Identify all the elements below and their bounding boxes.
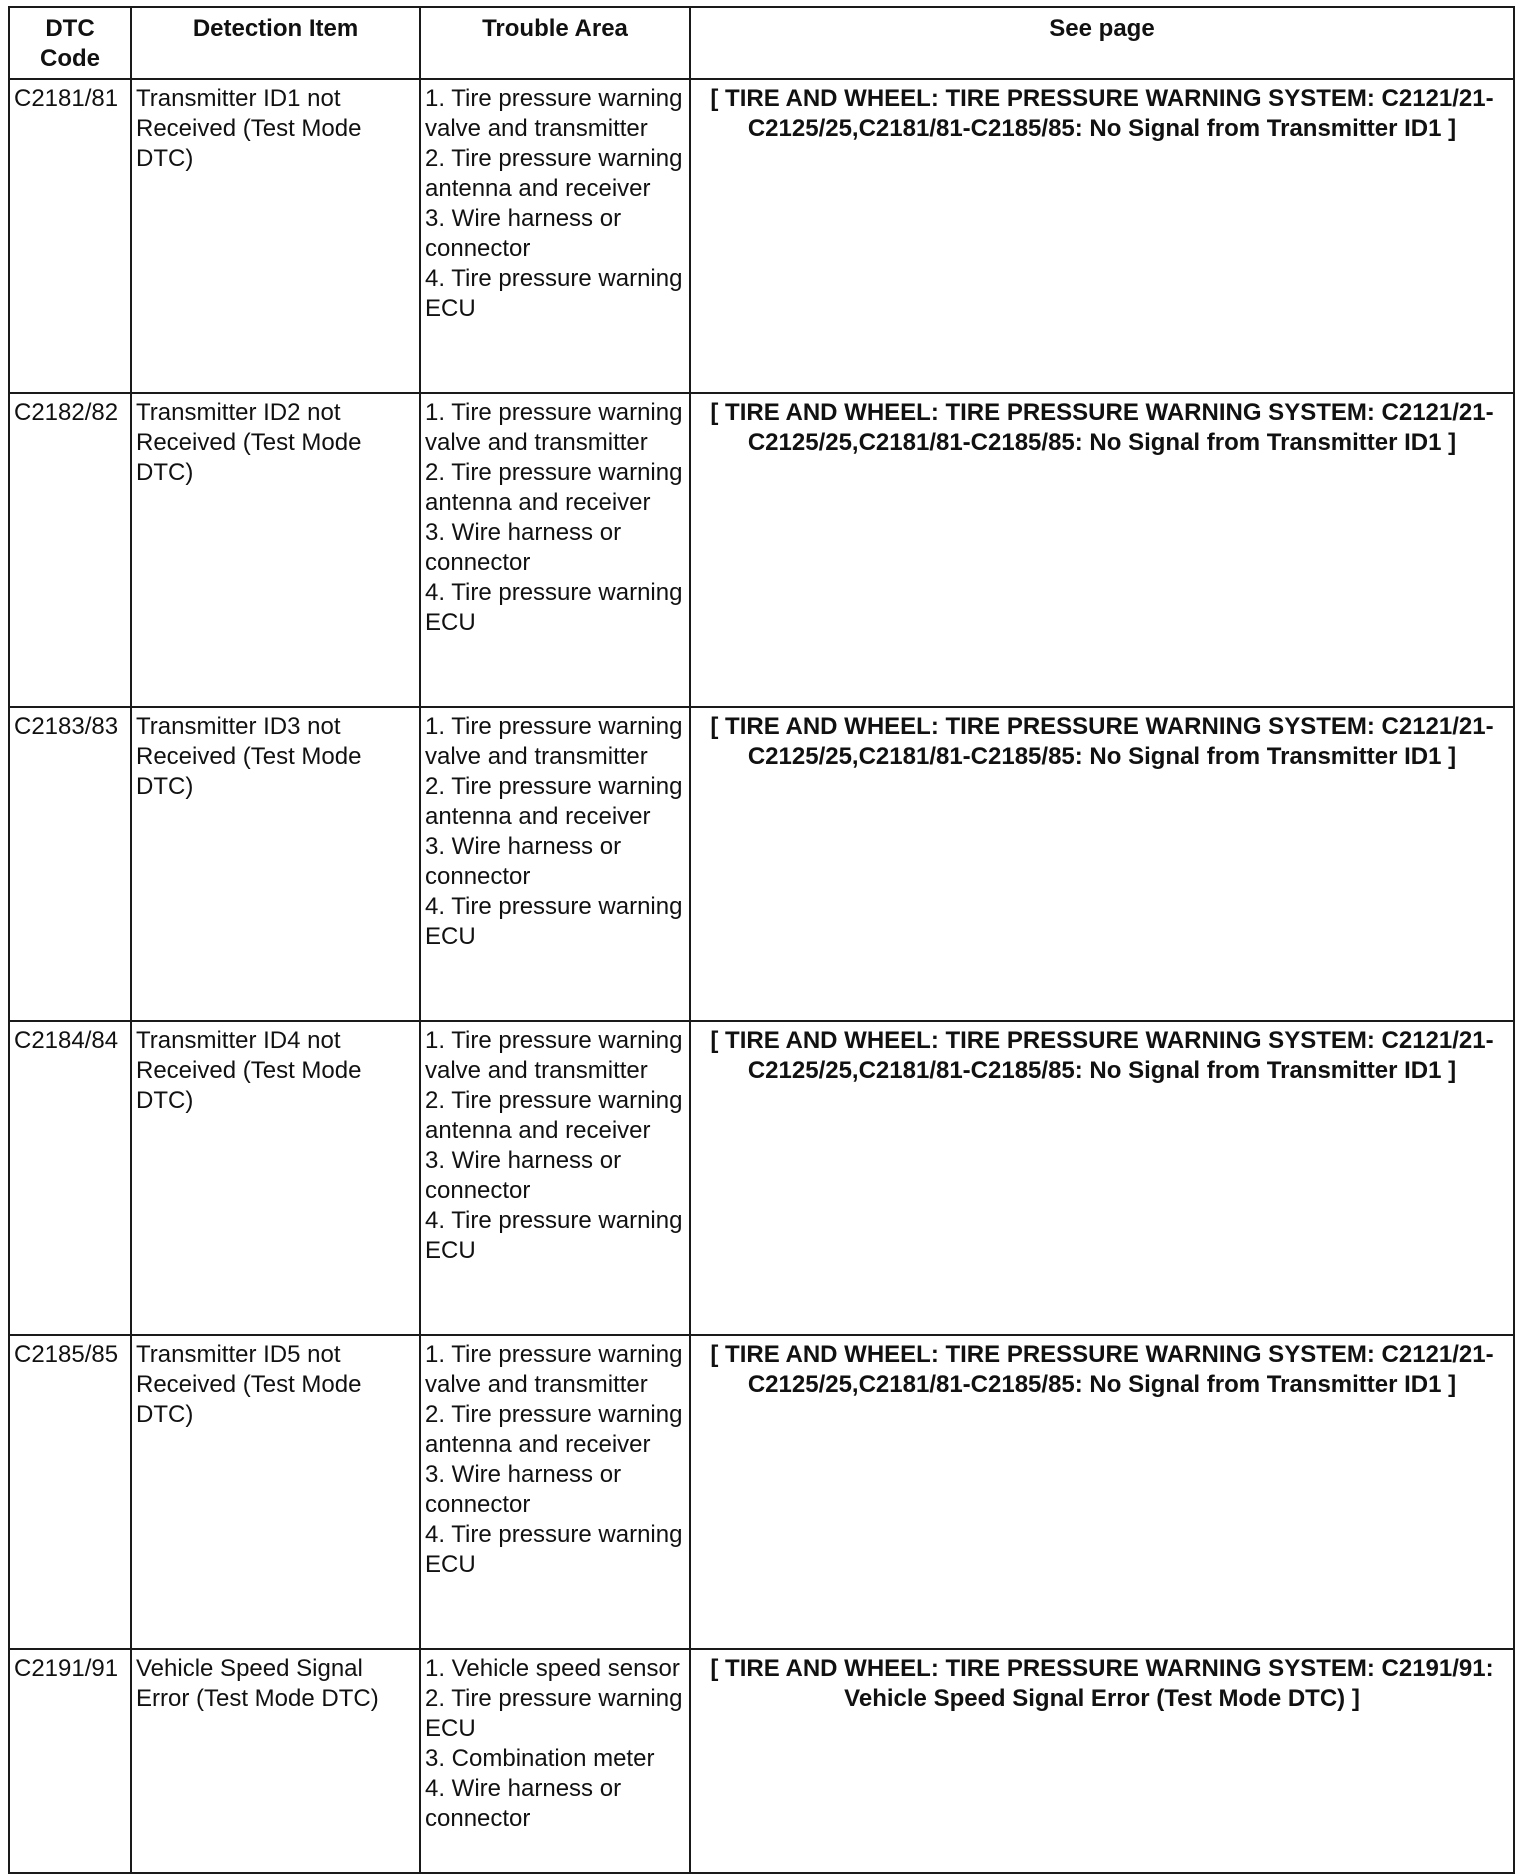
see-page-link[interactable]: [ TIRE AND WHEEL: TIRE PRESSURE WARNING SYSTEM: C2121/21-C2125/25,C2181/81-C2185/85: No Signal from Transmitter ID1 ] (690, 1335, 1514, 1649)
trouble-area-cell (420, 707, 690, 1021)
detection-item-cell: Transmitter ID2 not Received (Test Mode DTC) (131, 393, 420, 707)
table-row (9, 1021, 1514, 1335)
dtc-code-cell: C2181/81 (9, 79, 131, 393)
see-page-link[interactable]: [ TIRE AND WHEEL: TIRE PRESSURE WARNING SYSTEM: C2121/21-C2125/25,C2181/81-C2185/85: No Signal from Transmitter ID1 ] (690, 1021, 1514, 1335)
detection-item-cell: Transmitter ID5 not Received (Test Mode DTC) (131, 1335, 420, 1649)
header-dtc-code: DTC Code (9, 7, 131, 79)
see-page-link[interactable]: [ TIRE AND WHEEL: TIRE PRESSURE WARNING SYSTEM: C2121/21-C2125/25,C2181/81-C2185/85: No Signal from Transmitter ID1 ] (690, 707, 1514, 1021)
header-detection-item: Detection Item (131, 7, 420, 79)
trouble-area-item: 1. Tire pressure warning valve and transmitter (425, 713, 683, 770)
trouble-area-item: 4. Tire pressure warning ECU (425, 1521, 683, 1578)
trouble-area-item: 2. Tire pressure warning ECU (425, 1685, 683, 1742)
see-page-link[interactable]: [ TIRE AND WHEEL: TIRE PRESSURE WARNING SYSTEM: C2121/21-C2125/25,C2181/81-C2185/85: No Signal from Transmitter ID1 ] (690, 79, 1514, 393)
table-row (9, 393, 1514, 707)
header-row (9, 7, 1514, 79)
header-trouble-area: Trouble Area (420, 7, 690, 79)
trouble-area-item: 4. Tire pressure warning ECU (425, 265, 683, 322)
trouble-area-item: 4. Tire pressure warning ECU (425, 579, 683, 636)
trouble-area-item: 3. Combination meter (425, 1745, 655, 1772)
table-row (9, 79, 1514, 393)
trouble-area-cell (420, 1649, 690, 1873)
trouble-area-item: 3. Wire harness or connector (425, 519, 622, 576)
dtc-code-cell: C2182/82 (9, 393, 131, 707)
detection-item-cell: Transmitter ID3 not Received (Test Mode DTC) (131, 707, 420, 1021)
header-see-page: See page (690, 7, 1514, 79)
dtc-code-cell: C2183/83 (9, 707, 131, 1021)
trouble-area-cell (420, 79, 690, 393)
trouble-area-item: 2. Tire pressure warning antenna and receiver (425, 1401, 683, 1458)
see-page-link[interactable]: [ TIRE AND WHEEL: TIRE PRESSURE WARNING SYSTEM: C2191/91: Vehicle Speed Signal Error (Test Mode DTC) ] (690, 1649, 1514, 1873)
see-page-link[interactable]: [ TIRE AND WHEEL: TIRE PRESSURE WARNING SYSTEM: C2121/21-C2125/25,C2181/81-C2185/85: No Signal from Transmitter ID1 ] (690, 393, 1514, 707)
trouble-area-item: 2. Tire pressure warning antenna and receiver (425, 773, 683, 830)
trouble-area-item: 1. Vehicle speed sensor (425, 1655, 680, 1682)
detection-item-cell: Transmitter ID1 not Received (Test Mode DTC) (131, 79, 420, 393)
table-row (9, 1649, 1514, 1873)
dtc-code-cell: C2191/91 (9, 1649, 131, 1873)
trouble-area-item: 4. Wire harness or connector (425, 1775, 622, 1832)
detection-item-cell: Transmitter ID4 not Received (Test Mode DTC) (131, 1021, 420, 1335)
trouble-area-item: 3. Wire harness or connector (425, 205, 622, 262)
trouble-area-item: 1. Tire pressure warning valve and transmitter (425, 1027, 683, 1084)
table-row (9, 707, 1514, 1021)
trouble-area-item: 1. Tire pressure warning valve and transmitter (425, 399, 683, 456)
trouble-area-item: 2. Tire pressure warning antenna and receiver (425, 145, 683, 202)
detection-item-cell: Vehicle Speed Signal Error (Test Mode DTC) (131, 1649, 420, 1873)
trouble-area-item: 3. Wire harness or connector (425, 833, 622, 890)
dtc-code-cell: C2184/84 (9, 1021, 131, 1335)
dtc-code-cell: C2185/85 (9, 1335, 131, 1649)
trouble-area-item: 3. Wire harness or connector (425, 1147, 622, 1204)
trouble-area-item: 4. Tire pressure warning ECU (425, 893, 683, 950)
trouble-area-cell (420, 1335, 690, 1649)
trouble-area-item: 4. Tire pressure warning ECU (425, 1207, 683, 1264)
table-row (9, 1335, 1514, 1649)
trouble-area-cell (420, 1021, 690, 1335)
trouble-area-cell (420, 393, 690, 707)
trouble-area-item: 1. Tire pressure warning valve and transmitter (425, 1341, 683, 1398)
trouble-area-item: 3. Wire harness or connector (425, 1461, 622, 1518)
trouble-area-item: 2. Tire pressure warning antenna and receiver (425, 1087, 683, 1144)
trouble-area-item: 1. Tire pressure warning valve and transmitter (425, 85, 683, 142)
dtc-table (8, 6, 1515, 1874)
trouble-area-item: 2. Tire pressure warning antenna and receiver (425, 459, 683, 516)
